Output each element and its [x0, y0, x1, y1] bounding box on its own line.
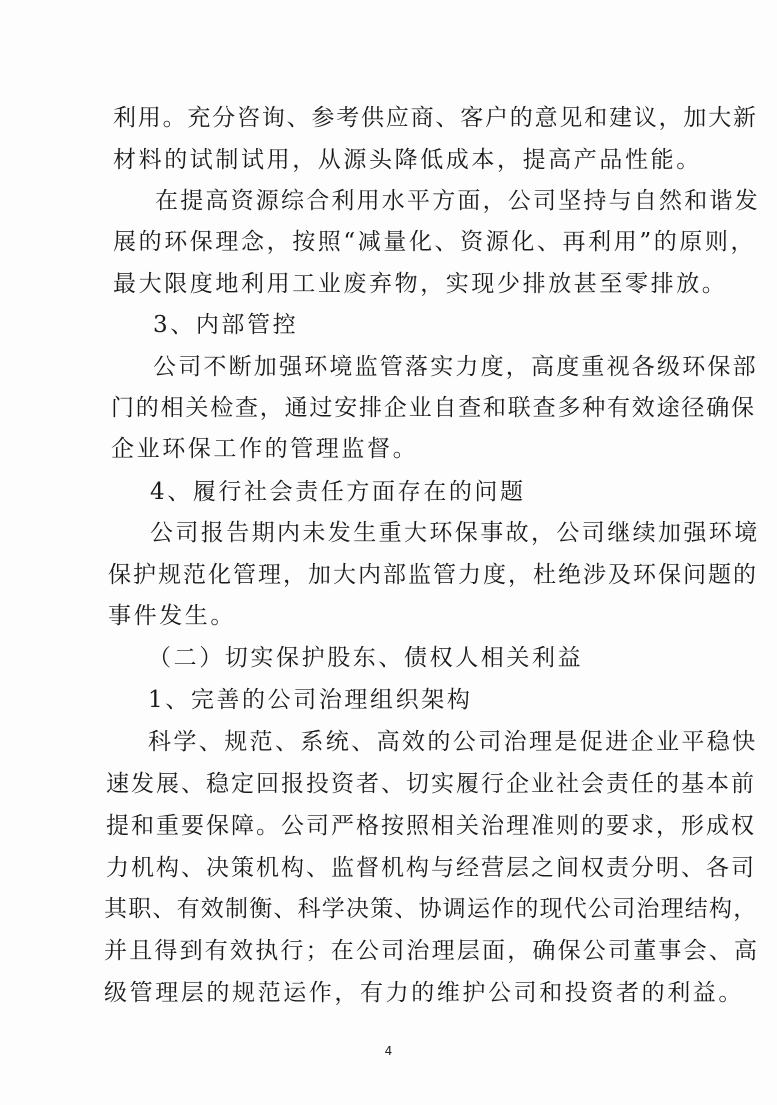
section-heading: 1、完善的公司治理组织架构 — [148, 687, 473, 713]
text-line: 保护规范化管理，加大内部监管力度，杜绝涉及环保问题的 — [108, 562, 758, 588]
text-line: 在提高资源综合利用水平方面，公司坚持与自然和谐发 — [155, 188, 760, 214]
text-line: 事件发生。 — [108, 603, 236, 629]
text-line: 公司报告期内未发生重大环保事故，公司继续加强环境 — [150, 520, 760, 546]
text-line: 材料的试制试用，从源头降低成本，提高产品性能。 — [113, 147, 702, 173]
text-line: 展的环保理念，按照“减量化、资源化、再利用”的原则， — [113, 229, 757, 255]
section-heading: 4、履行社会责任方面存在的问题 — [150, 479, 526, 505]
section-heading: （二）切实保护股东、债权人相关利益 — [148, 645, 584, 671]
text-line: 其职、有效制衡、科学决策、协调运作的现代公司治理结构， — [104, 896, 758, 922]
text-line: 级管理层的规范运作，有力的维护公司和投资者的利益。 — [104, 980, 744, 1006]
text-line: 提和重要保障。公司严格按照相关治理准则的要求，形成权 — [106, 813, 756, 839]
text-line: 企业环保工作的管理监督。 — [111, 436, 419, 462]
text-line: 公司不断加强环境监管落实力度，高度重视各级环保部 — [153, 354, 758, 380]
text-line: 利用。充分咨询、参考供应商、客户的意见和建议，加大新 — [113, 105, 758, 131]
page-number: 4 — [384, 1044, 393, 1058]
text-line: 力机构、决策机构、监督机构与经营层之间权责分明、各司 — [106, 855, 756, 881]
text-line: 并且得到有效执行；在公司治理层面，确保公司董事会、高 — [104, 938, 760, 964]
text-line: 科学、规范、系统、高效的公司治理是促进企业平稳快 — [148, 729, 758, 755]
text-line: 最大限度地利用工业废弃物，实现少排放甚至零排放。 — [113, 271, 728, 297]
section-heading: 3、内部管控 — [153, 312, 299, 338]
text-line: 门的相关检查，通过安排企业自查和联查多种有效途径确保 — [111, 395, 756, 421]
text-line: 速发展、稳定回报投资者、切实履行企业社会责任的基本前 — [106, 771, 756, 797]
